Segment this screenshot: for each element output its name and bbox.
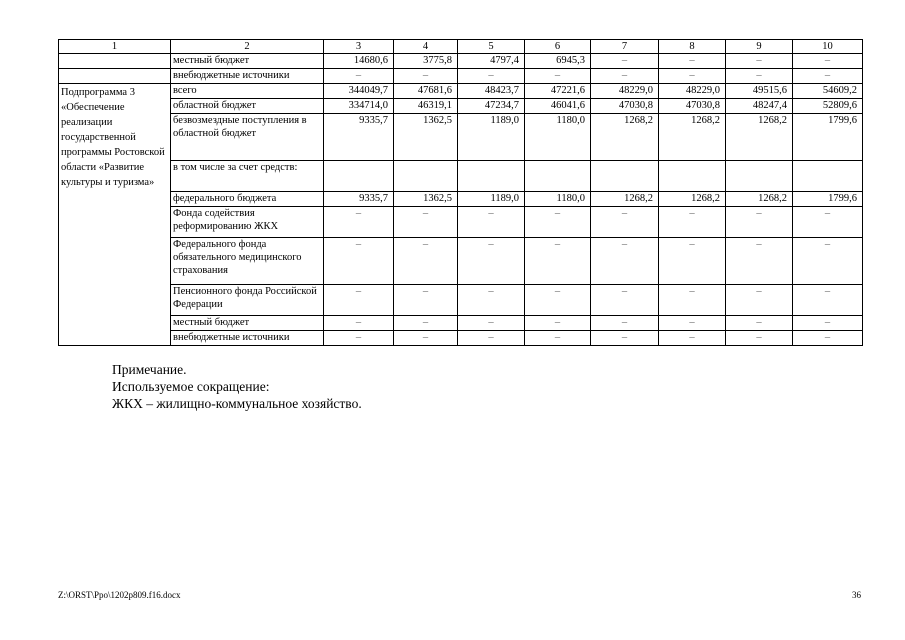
- value-cell: –: [525, 238, 591, 285]
- value-cell: [793, 161, 863, 192]
- value-cell: –: [525, 316, 591, 331]
- value-cell: –: [458, 285, 525, 316]
- table-body: [59, 54, 863, 346]
- value-cell: 52809,6: [793, 99, 863, 114]
- value-cell: 1268,2: [591, 114, 659, 161]
- column-header: 4: [394, 40, 458, 54]
- value-cell: –: [726, 207, 793, 238]
- value-cell: [726, 161, 793, 192]
- value-cell: 49515,6: [726, 84, 793, 99]
- value-cell: –: [793, 285, 863, 316]
- value-cell: –: [591, 331, 659, 346]
- value-cell: –: [394, 69, 458, 84]
- value-cell: –: [525, 331, 591, 346]
- note-abbrev-heading: Используемое сокращение:: [112, 379, 270, 394]
- value-cell: 48229,0: [591, 84, 659, 99]
- column-header: 3: [324, 40, 394, 54]
- value-cell: –: [591, 316, 659, 331]
- table-row: [59, 69, 863, 84]
- value-cell: –: [324, 69, 394, 84]
- value-cell: –: [591, 69, 659, 84]
- footer-page-number: 36: [852, 590, 861, 600]
- value-cell: 48229,0: [659, 84, 726, 99]
- funding-source-cell: внебюджетные источники: [171, 69, 324, 84]
- table-row: [59, 161, 863, 192]
- value-cell: 1180,0: [525, 114, 591, 161]
- value-cell: –: [659, 285, 726, 316]
- value-cell: 47030,8: [591, 99, 659, 114]
- value-cell: 1362,5: [394, 192, 458, 207]
- column-header: 9: [726, 40, 793, 54]
- funding-source-cell: Фонда содействия реформированию ЖКХ: [171, 207, 324, 238]
- table-row: [59, 192, 863, 207]
- table-row: [59, 207, 863, 238]
- value-cell: 48423,7: [458, 84, 525, 99]
- value-cell: 1180,0: [525, 192, 591, 207]
- value-cell: –: [525, 285, 591, 316]
- value-cell: 1189,0: [458, 114, 525, 161]
- value-cell: 1268,2: [726, 114, 793, 161]
- note-abbrev-text: ЖКХ – жилищно-коммунальное хозяйство.: [112, 396, 362, 411]
- value-cell: –: [659, 331, 726, 346]
- value-cell: –: [525, 69, 591, 84]
- funding-source-cell: в том числе за счет средств:: [171, 161, 324, 192]
- value-cell: 9335,7: [324, 192, 394, 207]
- table-header-row: [59, 40, 863, 54]
- value-cell: –: [591, 207, 659, 238]
- value-cell: [394, 161, 458, 192]
- value-cell: 54609,2: [793, 84, 863, 99]
- table-row: [59, 316, 863, 331]
- column-header: 5: [458, 40, 525, 54]
- column-header: 8: [659, 40, 726, 54]
- funding-source-cell: Федерального фонда обязательного медицинского страхования: [171, 238, 324, 285]
- value-cell: 1799,6: [793, 192, 863, 207]
- value-cell: –: [324, 331, 394, 346]
- value-cell: –: [726, 238, 793, 285]
- value-cell: –: [394, 285, 458, 316]
- table-row: [59, 99, 863, 114]
- table-row: [59, 54, 863, 69]
- value-cell: –: [793, 238, 863, 285]
- value-cell: –: [324, 207, 394, 238]
- value-cell: 48247,4: [726, 99, 793, 114]
- value-cell: –: [324, 316, 394, 331]
- value-cell: –: [793, 69, 863, 84]
- value-cell: 3775,8: [394, 54, 458, 69]
- column-header: 1: [59, 40, 171, 54]
- value-cell: –: [659, 54, 726, 69]
- value-cell: 1268,2: [659, 192, 726, 207]
- value-cell: –: [659, 69, 726, 84]
- value-cell: –: [659, 207, 726, 238]
- value-cell: [458, 161, 525, 192]
- value-cell: 1799,6: [793, 114, 863, 161]
- value-cell: –: [324, 285, 394, 316]
- value-cell: 1268,2: [659, 114, 726, 161]
- value-cell: 14680,6: [324, 54, 394, 69]
- value-cell: –: [726, 54, 793, 69]
- funding-source-cell: федерального бюджета: [171, 192, 324, 207]
- note-block: [112, 361, 362, 412]
- value-cell: –: [726, 285, 793, 316]
- value-cell: –: [726, 316, 793, 331]
- value-cell: –: [458, 331, 525, 346]
- value-cell: 46319,1: [394, 99, 458, 114]
- value-cell: –: [394, 316, 458, 331]
- value-cell: 47234,7: [458, 99, 525, 114]
- program-cell-empty: [59, 54, 171, 69]
- value-cell: –: [394, 331, 458, 346]
- value-cell: –: [591, 238, 659, 285]
- funding-source-cell: внебюджетные источники: [171, 331, 324, 346]
- value-cell: 47221,6: [525, 84, 591, 99]
- subprogram-label: Подпрограмма 3 «Обеспечение реализации государственной программы Ростовской области «Развитие культуры и туризма»: [59, 84, 171, 346]
- value-cell: 1268,2: [726, 192, 793, 207]
- table-row: [59, 238, 863, 285]
- funding-source-cell: Пенсионного фонда Российской Федерации: [171, 285, 324, 316]
- value-cell: –: [458, 207, 525, 238]
- funding-source-cell: безвозмездные поступления в областной бюджет: [171, 114, 324, 161]
- value-cell: –: [793, 316, 863, 331]
- value-cell: –: [324, 238, 394, 285]
- value-cell: –: [591, 54, 659, 69]
- value-cell: –: [793, 331, 863, 346]
- value-cell: –: [525, 207, 591, 238]
- value-cell: 1362,5: [394, 114, 458, 161]
- value-cell: 344049,7: [324, 84, 394, 99]
- value-cell: –: [458, 69, 525, 84]
- value-cell: [659, 161, 726, 192]
- value-cell: –: [458, 316, 525, 331]
- value-cell: [324, 161, 394, 192]
- value-cell: –: [394, 238, 458, 285]
- funding-source-cell: местный бюджет: [171, 316, 324, 331]
- value-cell: 47030,8: [659, 99, 726, 114]
- value-cell: –: [726, 69, 793, 84]
- budget-table: [58, 39, 863, 346]
- note-title: Примечание.: [112, 362, 187, 377]
- table-row: [59, 285, 863, 316]
- funding-source-cell: местный бюджет: [171, 54, 324, 69]
- value-cell: 46041,6: [525, 99, 591, 114]
- value-cell: 4797,4: [458, 54, 525, 69]
- value-cell: [525, 161, 591, 192]
- value-cell: 47681,6: [394, 84, 458, 99]
- value-cell: –: [726, 331, 793, 346]
- value-cell: –: [659, 316, 726, 331]
- footer-file-path: Z:\ORST\Ppo\1202p809.f16.docx: [58, 590, 181, 600]
- table-row: [59, 114, 863, 161]
- value-cell: 1189,0: [458, 192, 525, 207]
- column-header: 2: [171, 40, 324, 54]
- value-cell: –: [458, 238, 525, 285]
- value-cell: [591, 161, 659, 192]
- table-row: [59, 331, 863, 346]
- column-header: 10: [793, 40, 863, 54]
- value-cell: 6945,3: [525, 54, 591, 69]
- value-cell: –: [394, 207, 458, 238]
- column-header: 6: [525, 40, 591, 54]
- value-cell: –: [591, 285, 659, 316]
- funding-source-cell: всего: [171, 84, 324, 99]
- value-cell: –: [793, 54, 863, 69]
- value-cell: 9335,7: [324, 114, 394, 161]
- column-header: 7: [591, 40, 659, 54]
- table-row: [59, 84, 863, 99]
- funding-source-cell: областной бюджет: [171, 99, 324, 114]
- value-cell: –: [793, 207, 863, 238]
- value-cell: 334714,0: [324, 99, 394, 114]
- value-cell: 1268,2: [591, 192, 659, 207]
- value-cell: –: [659, 238, 726, 285]
- program-cell-empty: [59, 69, 171, 84]
